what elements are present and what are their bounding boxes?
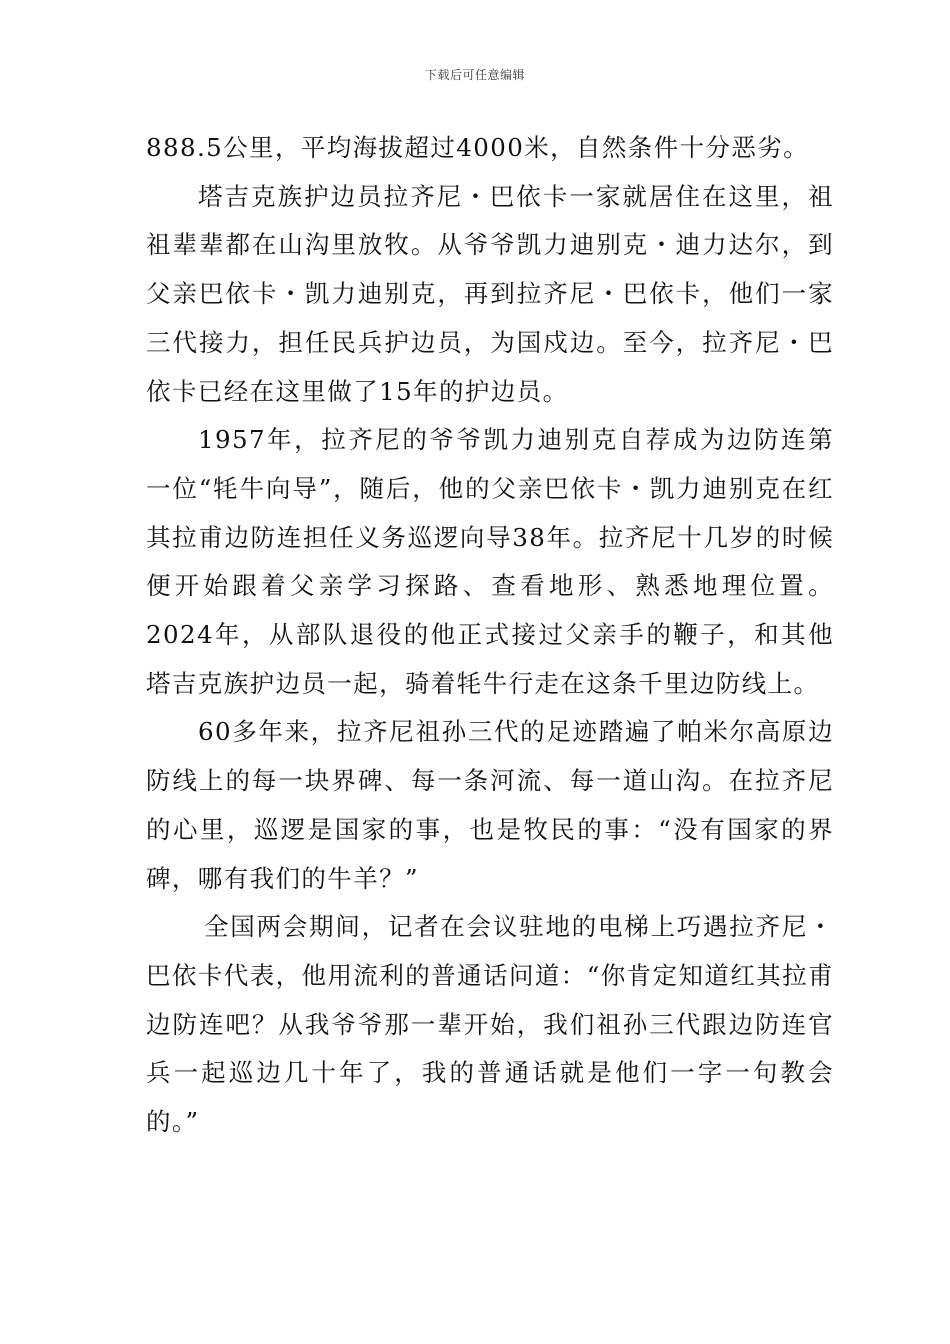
paragraph-5: 全国两会期间，记者在会议驻地的电梯上巧遇拉齐尼・巴依卡代表，他用流利的普通话问道：“你肯定知道红其拉甫边防连吧？从我爷爷那一辈开始，我们祖孙三代跟边防连官兵一起巡边几十年了，我的普通话就是他们一字一句教会的。” — [146, 912, 834, 1137]
page-header: 下载后可任意编辑 — [424, 68, 525, 82]
paragraph-2: 塔吉克族护边员拉齐尼・巴依卡一家就居住在这里，祖祖辈辈都在山沟里放牧。从爷爷凯力迪别克・迪力达尔，到父亲巴依卡・凯力迪别克，再到拉齐尼・巴依卡，他们一家三代接力，担任民兵护边员，为国戍边。至今，拉齐尼・巴依卡已经在这里做了15年的护边员。 — [146, 181, 834, 406]
paragraph-4: 60多年来，拉齐尼祖孙三代的足迹踏遍了帕米尔高原边防线上的每一块界碑、每一条河流、每一道山沟。在拉齐尼的心里，巡逻是国家的事，也是牧民的事：“没有国家的界碑，哪有我们的牛羊？” — [146, 717, 834, 893]
paragraph-3: 1957年，拉齐尼的爷爷凯力迪别克自荐成为边防连第一位“牦牛向导”，随后，他的父亲巴依卡・凯力迪别克在红其拉甫边防连担任义务巡逻向导38年。拉齐尼十几岁的时候便开始跟着父亲学习探路、查看地形、熟悉地理位置。2024年，从部队退役的他正式接过父亲手的鞭子，和其他塔吉克族护边员一起，骑着牦牛行走在这条千里边防线上。 — [146, 425, 834, 698]
paragraph-1: 888.5公里，平均海拔超过4000米，自然条件十分恶劣。 — [146, 133, 810, 162]
document-body — [146, 124, 834, 1147]
